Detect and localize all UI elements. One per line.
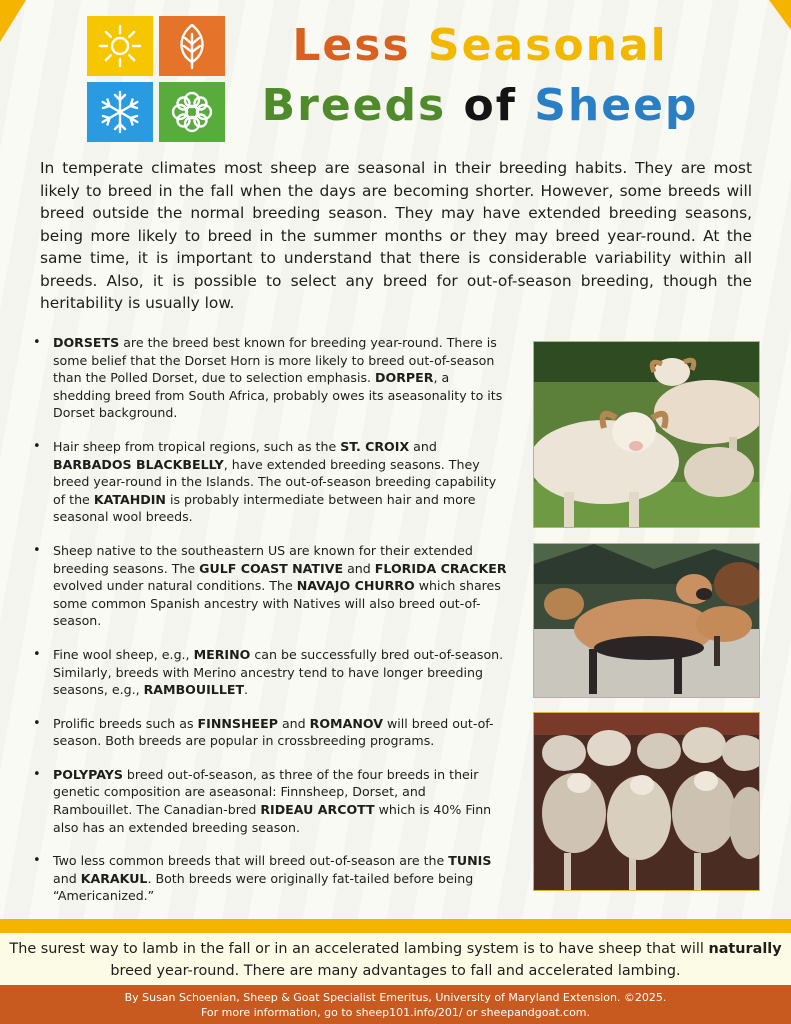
breed-name: KARAKUL (80, 870, 148, 886)
list-text: which is 40% Finn also has an extended breeding season. (53, 802, 492, 835)
flock-sheep-photo (533, 712, 760, 891)
accent-bar (0, 919, 791, 933)
breed-name: FLORIDA CRACKER (374, 560, 507, 576)
footer (0, 985, 791, 1024)
list-text: Sheep native to the southeastern US are known for their extended breeding seasons. The (53, 542, 473, 576)
list-item-southeastern (30, 542, 508, 630)
list-text: , a shedding breed from South Africa, probably owes its aseasonality to its Dorset background. (53, 370, 503, 421)
corner-accent-right (769, 0, 791, 30)
intro-paragraph: In temperate climates most sheep are seasonal in their breeding habits. They are most likely to breed in the fall when the days are becoming shorter. However, some breeds will breed outside the normal breeding season. They may have extended breeding seasons, being more likely to breed in the summer months or they may breed year-round. At the same time, it is important to understand that there is considerable variability within all breeds. Also, it is possible to select any breed for out-of-season breeding, though the heritability is usually low. (40, 159, 752, 312)
page-title-line-1 (230, 20, 730, 71)
list-text: Hair sheep from tropical regions, such as the (53, 438, 341, 454)
corner-accent-left (0, 0, 26, 42)
title-word-of: of (463, 80, 517, 131)
list-text: and (277, 715, 310, 731)
list-text: can be successfully bred out-of-season. Similarly, breeds with Merino ancestry tend to have longer breeding seasons, e.g., (53, 646, 504, 698)
list-text: and (409, 438, 437, 454)
summary-emphasis: naturally (708, 941, 782, 957)
breed-list (30, 334, 508, 905)
summary-text: breed year-round. There are many advantages to fall and accelerated lambing. (110, 963, 681, 979)
list-text: which shares some common Spanish ancestry with Natives will also breed out-of-season. (53, 578, 501, 629)
breed-name: FINNSHEEP (197, 715, 278, 731)
list-text: breed out-of-season, as three of the four breeds in their genetic composition are aseasonal: Finnsheep, Dorset, and Rambouillet. The Canadian-bred (53, 766, 479, 818)
list-text: and (343, 560, 375, 576)
snowflake-icon (87, 82, 153, 142)
list-text: evolved under natural conditions. The (53, 578, 297, 594)
page-title-line-2 (230, 80, 730, 131)
summary-text: The surest way to lamb in the fall or in an accelerated lambing system is to have sheep that will (9, 941, 709, 957)
list-text: Prolific breeds such as (53, 715, 198, 731)
breed-name: DORSETS (53, 335, 120, 350)
title-word-less: Less (292, 20, 411, 71)
list-text: Two less common breeds that will breed out-of-season are the (53, 853, 449, 869)
footer-more-info: For more information, go to sheep101.info/201/ or sheepandgoat.com. (200, 1006, 591, 1019)
breed-name: TUNIS (448, 853, 492, 869)
breed-name: NAVAJO CHURRO (296, 578, 415, 594)
footer-credit: By Susan Schoenian, Sheep & Goat Specialist Emeritus, University of Maryland Extension. ©2025. (124, 991, 667, 1004)
breed-name: RIDEAU ARCOTT (260, 802, 375, 818)
title-word-breeds: Breeds (261, 80, 447, 131)
title-word-seasonal: Seasonal (427, 20, 668, 71)
list-text: . Both breeds were originally fat-tailed before being “Americanized.” (53, 870, 474, 904)
list-text: Fine wool sheep, e.g., (53, 646, 194, 662)
list-text: . (244, 682, 249, 698)
list-text: will breed out-of-season. Both breeds are popular in crossbreeding programs. (53, 715, 494, 749)
blackbelly-sheep-photo (533, 543, 760, 698)
breed-name: RAMBOUILLET (143, 682, 245, 698)
seasons-logo (87, 16, 225, 143)
flower-icon (159, 82, 225, 142)
list-item-polypays (30, 766, 508, 836)
list-item-fine-wool (30, 646, 508, 699)
sun-icon (87, 16, 153, 76)
summary-note (0, 933, 791, 985)
list-item-prolific (30, 715, 508, 750)
title-word-sheep: Sheep (534, 80, 699, 131)
list-text: is probably intermediate between hair and more seasonal wool breeds. (53, 491, 476, 525)
leaf-icon (159, 16, 225, 76)
breed-name: DORPER (375, 370, 434, 386)
dorset-sheep-photo (533, 341, 760, 528)
list-text: , have extended breeding seasons. They breed year-round in the Islands. The out-of-season breeding capability of the (53, 456, 497, 507)
list-item-hair-sheep (30, 438, 508, 526)
breed-name: BARBADOS BLACKBELLY (53, 456, 224, 472)
breed-name: MERINO (193, 646, 251, 662)
list-text: and (53, 870, 81, 886)
breed-name: KATAHDIN (93, 491, 166, 507)
list-item-dorsets (30, 334, 508, 422)
breed-name: POLYPAYS (53, 766, 123, 782)
breed-name: ROMANOV (309, 715, 383, 731)
list-item-less-common (30, 852, 508, 905)
breed-name: ST. CROIX (340, 438, 410, 454)
list-text: are the breed best known for breeding year-round. There is some belief that the Dorset Horn is more likely to breed out-of-season than the Polled Dorset, due to selection emphasis. (53, 335, 497, 386)
breed-name: GULF COAST NATIVE (199, 560, 344, 576)
